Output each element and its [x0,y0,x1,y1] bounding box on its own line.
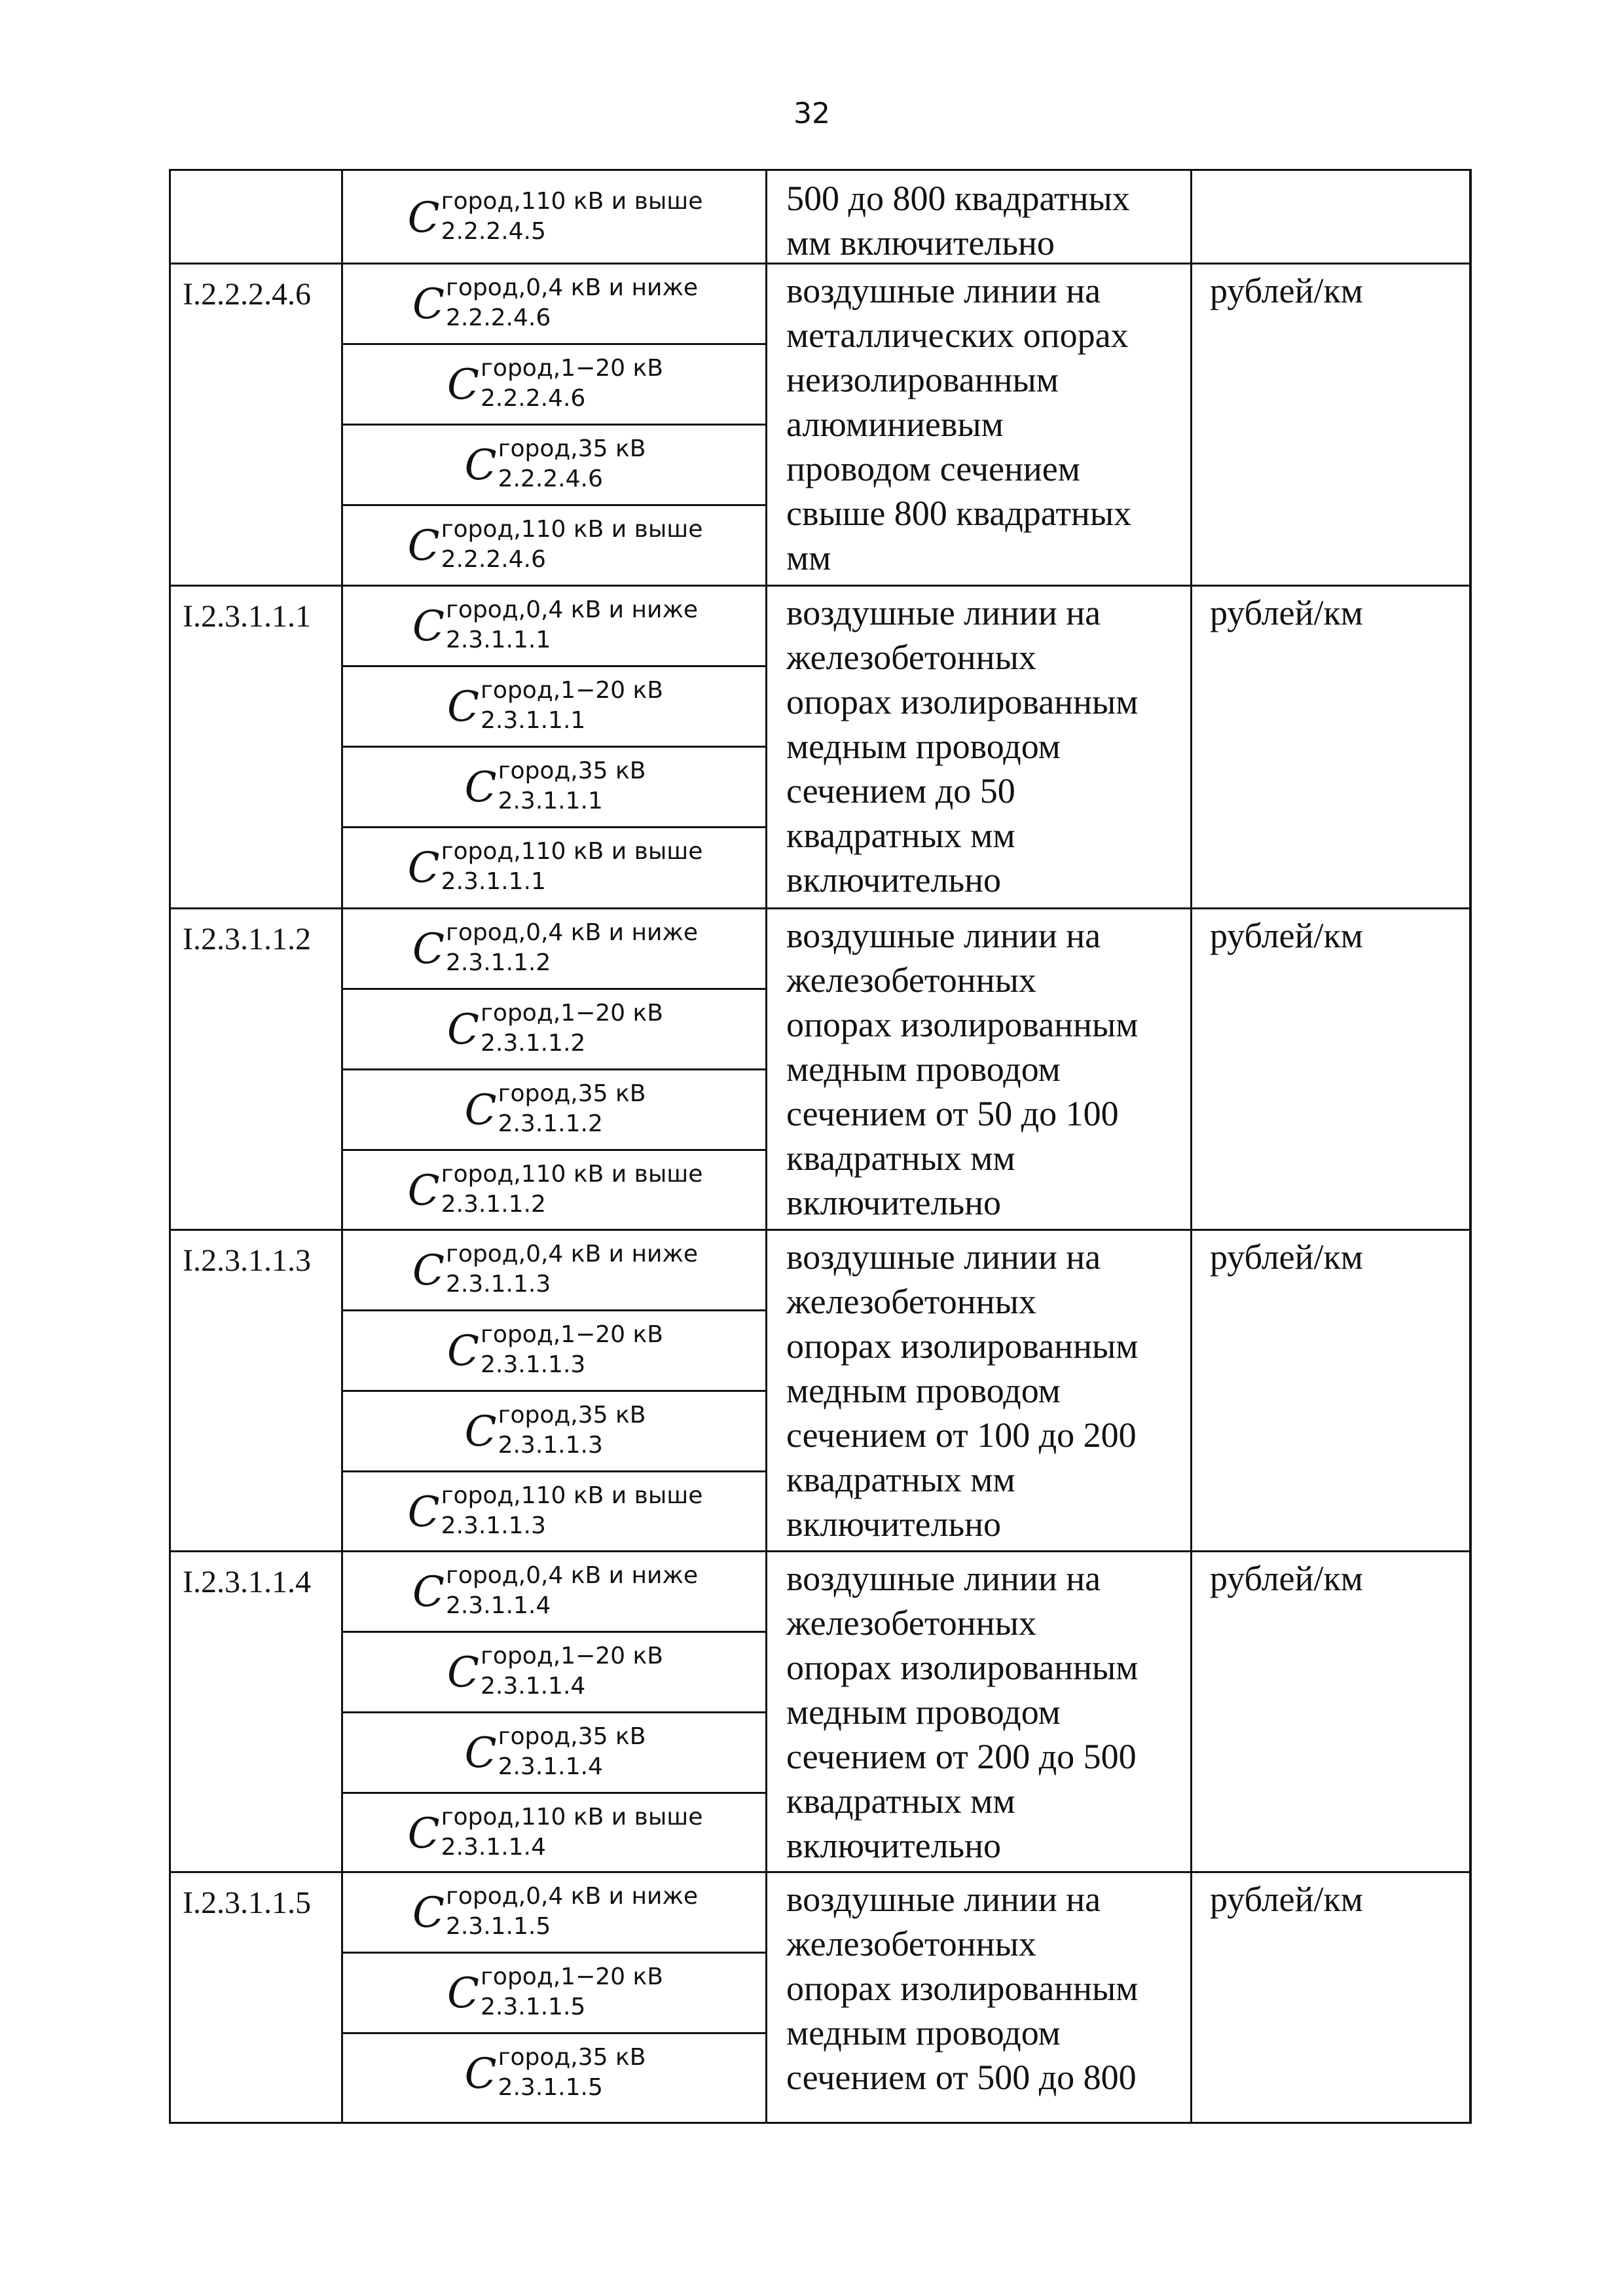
formula-subscript: 2.3.1.1.1 [445,626,551,653]
description-line: мм включительно [786,223,1055,263]
formula-cell [343,1634,767,1709]
description-line: воздушные линии на [786,1559,1101,1598]
formula-superscript: город,110 кВ и выше [441,1482,703,1509]
formula-symbol: C [464,763,497,812]
formula-divider [343,746,765,748]
formula-superscript: город,35 кВ [498,1080,646,1107]
formula-superscript: город,0,4 кВ и ниже [445,596,699,623]
formula-cell [343,1152,767,1228]
formula-divider [343,1792,765,1794]
formula-subscript: 2.3.1.1.2 [445,949,551,976]
formula-divider [343,1711,765,1713]
formula-indices [445,1882,699,1940]
formula-expression [464,435,646,492]
formula-superscript: город,110 кВ и выше [441,837,703,865]
formula-subscript: 2.2.2.4.6 [441,545,546,573]
formula-subscript: 2.3.1.1.3 [498,1431,603,1459]
formula-indices [445,274,699,331]
formula-subscript: 2.3.1.1.1 [498,787,603,814]
row-divider [171,263,1469,264]
formula-expression [447,676,663,734]
formula-symbol: C [407,1166,440,1215]
row-code: I.2.3.1.1.2 [183,922,311,957]
formula-indices [481,1642,663,1700]
description-line: включительно [786,860,1002,900]
formula-cell [343,1874,767,1950]
formula-cell [343,1313,767,1388]
formula-cell [343,427,767,502]
row-description [772,1556,1191,1868]
description-line: медным проводом [786,2013,1061,2052]
row-unit: рублей/км [1210,1880,1363,1919]
formula-superscript: город,110 кВ и выше [441,187,703,215]
formula-divider [343,2032,765,2034]
description-line: железобетонных [786,638,1036,677]
formula-indices [445,596,699,653]
formula-indices [481,676,663,734]
formula-subscript: 2.3.1.1.4 [498,1753,603,1780]
formula-divider [343,665,765,667]
formula-divider [343,1631,765,1633]
formula-expression [412,919,699,976]
description-line: воздушные линии на [786,271,1101,310]
formula-superscript: город,1−20 кВ [481,354,663,382]
formula-superscript: город,1−20 кВ [481,1321,663,1348]
formula-divider [343,1149,765,1151]
page-number: 32 [793,97,830,130]
row-divider [171,1871,1469,1873]
formula-expression [407,1803,703,1861]
row-unit: рублей/км [1210,271,1363,310]
formula-subscript: 2.3.1.1.5 [481,1993,586,2020]
formula-cell [343,668,767,744]
row-description [772,1235,1191,1546]
formula-divider [343,1470,765,1472]
formula-symbol: C [407,843,440,892]
formula-cell [343,266,767,341]
formula-subscript: 2.3.1.1.4 [481,1672,586,1700]
formula-expression [447,354,663,412]
formula-symbol: C [412,1888,445,1937]
formula-subscript: 2.2.2.4.5 [441,217,546,245]
formula-divider [343,988,765,990]
description-line: алюминиевым [786,405,1004,444]
formula-expression [447,1642,663,1700]
formula-indices [441,1803,703,1861]
description-line: опорах изолированным [786,1648,1139,1687]
description-line: медным проводом [786,1049,1061,1089]
formula-expression [464,1401,646,1459]
formula-divider [343,1390,765,1392]
description-line: железобетонных [786,1603,1036,1643]
formula-subscript: 2.2.2.4.6 [498,465,603,492]
formula-cell [343,1072,767,1147]
formula-cell [343,911,767,986]
formula-cell [343,991,767,1066]
row-description [772,913,1191,1225]
formula-symbol: C [447,360,480,409]
formula-indices [481,1963,663,2020]
formula-superscript: город,35 кВ [498,1401,646,1429]
description-line: квадратных мм [786,1781,1015,1821]
formula-cell [343,588,767,663]
formula-symbol: C [412,1567,445,1616]
formula-expression [447,999,663,1057]
row-description [772,268,1191,580]
formula-symbol: C [412,924,445,974]
formula-subscript: 2.3.1.1.3 [445,1270,551,1298]
description-line: включительно [786,1504,1002,1544]
formula-symbol: C [412,1246,445,1295]
formula-superscript: город,110 кВ и выше [441,1160,703,1188]
formula-expression [412,596,699,653]
description-line: воздушные линии на [786,916,1101,955]
formula-divider [343,826,765,828]
formula-symbol: C [407,1809,440,1858]
formula-cell [343,2035,767,2111]
formula-indices [445,1561,699,1619]
formula-indices [445,1240,699,1298]
formula-expression [407,1482,703,1539]
formula-subscript: 2.3.1.1.5 [498,2073,603,2101]
formula-symbol: C [464,1085,497,1135]
formula-indices [498,1401,646,1459]
description-line: сечением до 50 [786,771,1015,811]
formula-subscript: 2.3.1.1.4 [441,1833,546,1861]
formula-cell [343,1393,767,1468]
row-unit: рублей/км [1210,1559,1363,1598]
formula-superscript: город,0,4 кВ и ниже [445,1882,699,1910]
description-line: опорах изолированным [786,1326,1139,1366]
row-description [772,591,1191,902]
formula-indices [481,999,663,1057]
formula-indices [441,1160,703,1218]
row-divider [171,1229,1469,1231]
formula-superscript: город,110 кВ и выше [441,515,703,543]
formula-indices [498,435,646,492]
formula-cell [343,1715,767,1790]
description-line: сечением от 50 до 100 [786,1094,1119,1133]
formula-expression [464,757,646,814]
formula-symbol: C [407,1487,440,1537]
description-line: мм [786,538,831,577]
row-code: I.2.3.1.1.1 [183,599,311,634]
formula-superscript: город,35 кВ [498,757,646,784]
formula-indices [441,1482,703,1539]
row-code: I.2.3.1.1.3 [183,1243,311,1278]
row-unit: рублей/км [1210,593,1363,632]
formula-superscript: город,35 кВ [498,435,646,462]
description-line: медным проводом [786,727,1061,766]
formula-divider [343,1309,765,1311]
description-line: металлических опорах [786,316,1129,355]
description-line: сечением от 100 до 200 [786,1415,1137,1455]
formula-symbol: C [447,1005,480,1054]
description-line: неизолированным [786,360,1059,399]
formula-expression [447,1963,663,2020]
formula-indices [481,1321,663,1378]
formula-expression [464,1722,646,1780]
description-line: квадратных мм [786,816,1015,855]
description-line: сечением от 500 до 800 [786,2058,1137,2097]
formula-divider [343,343,765,345]
formula-cell [343,1554,767,1629]
row-unit: рублей/км [1210,916,1363,955]
formula-divider [343,504,765,506]
description-line: проводом сечением [786,449,1080,488]
formula-expression [412,1240,699,1298]
formula-subscript: 2.2.2.4.6 [481,384,586,412]
formula-symbol: C [447,1326,480,1376]
formula-indices [441,515,703,573]
description-line: воздушные линии на [786,1237,1101,1277]
formula-expression [412,1561,699,1619]
row-code: I.2.3.1.1.5 [183,1886,311,1920]
formula-superscript: город,1−20 кВ [481,676,663,704]
formula-indices [441,187,703,245]
formula-subscript: 2.3.1.1.2 [481,1029,586,1057]
formula-superscript: город,0,4 кВ и ниже [445,274,699,301]
formula-cell [343,749,767,824]
formula-superscript: город,1−20 кВ [481,1963,663,1990]
description-line: 500 до 800 квадратных [786,179,1130,218]
formula-symbol: C [412,602,445,651]
row-code: I.2.2.2.4.6 [183,277,311,312]
description-line: опорах изолированным [786,1005,1139,1044]
formula-indices [498,1080,646,1137]
formula-superscript: город,0,4 кВ и ниже [445,1561,699,1589]
formula-symbol: C [464,2049,497,2098]
description-line: воздушные линии на [786,1880,1101,1919]
formula-cell [343,1795,767,1870]
formula-symbol: C [447,1969,480,2018]
formula-cell [343,1232,767,1307]
formula-symbol: C [407,521,440,570]
formula-expression [407,837,703,895]
formula-cell [343,173,767,261]
formula-expression [412,1882,699,1940]
formula-symbol: C [407,193,440,242]
formula-subscript: 2.3.1.1.3 [481,1351,586,1378]
formula-expression [407,1160,703,1218]
formula-symbol: C [464,1407,497,1456]
formula-expression [407,515,703,573]
row-unit: рублей/км [1210,1237,1363,1277]
formula-subscript: 2.3.1.1.4 [445,1592,551,1619]
formula-superscript: город,0,4 кВ и ниже [445,919,699,946]
description-line: медным проводом [786,1692,1061,1732]
formula-superscript: город,0,4 кВ и ниже [445,1240,699,1267]
formula-indices [498,757,646,814]
formula-divider [343,1068,765,1070]
row-description [772,1877,1191,2100]
description-line: сечением от 200 до 500 [786,1737,1137,1776]
formula-subscript: 2.3.1.1.2 [498,1110,603,1137]
description-line: железобетонных [786,960,1036,1000]
formula-expression [464,1080,646,1137]
description-line: квадратных мм [786,1139,1015,1178]
formula-superscript: город,1−20 кВ [481,999,663,1027]
row-code: I.2.3.1.1.4 [183,1565,311,1599]
formula-cell [343,507,767,583]
formula-indices [441,837,703,895]
formula-expression [412,274,699,331]
description-line: включительно [786,1183,1002,1222]
description-line: свыше 800 квадратных [786,494,1132,533]
formula-expression [407,187,703,245]
formula-superscript: город,35 кВ [498,1722,646,1750]
formula-cell [343,829,767,905]
formula-cell [343,346,767,422]
description-line: железобетонных [786,1282,1036,1321]
formula-indices [498,2043,646,2101]
formula-superscript: город,1−20 кВ [481,1642,663,1669]
formula-subscript: 2.3.1.1.1 [441,867,546,895]
formula-subscript: 2.3.1.1.2 [441,1190,546,1218]
tariff-table [169,169,1472,2124]
formula-superscript: город,110 кВ и выше [441,1803,703,1831]
formula-subscript: 2.3.1.1.1 [481,706,586,734]
description-line: воздушные линии на [786,593,1101,632]
description-line: железобетонных [786,1924,1036,1963]
formula-indices [445,919,699,976]
formula-divider [343,424,765,426]
formula-subscript: 2.2.2.4.6 [445,304,551,331]
formula-symbol: C [464,1728,497,1777]
formula-subscript: 2.3.1.1.5 [445,1912,551,1940]
formula-symbol: C [464,441,497,490]
formula-symbol: C [447,1648,480,1697]
description-line: опорах изолированным [786,682,1139,721]
description-line: опорах изолированным [786,1969,1139,2008]
formula-subscript: 2.3.1.1.3 [441,1512,546,1539]
description-line: включительно [786,1826,1002,1865]
row-description [772,176,1191,265]
formula-indices [498,1722,646,1780]
formula-symbol: C [412,280,445,329]
formula-divider [343,1952,765,1954]
description-line: квадратных мм [786,1460,1015,1499]
row-divider [171,907,1469,909]
formula-superscript: город,35 кВ [498,2043,646,2071]
row-divider [171,1550,1469,1552]
formula-cell [343,1474,767,1549]
row-divider [171,585,1469,587]
formula-indices [481,354,663,412]
formula-expression [464,2043,646,2101]
description-line: медным проводом [786,1371,1061,1410]
formula-expression [447,1321,663,1378]
formula-cell [343,1955,767,2030]
formula-symbol: C [447,682,480,731]
